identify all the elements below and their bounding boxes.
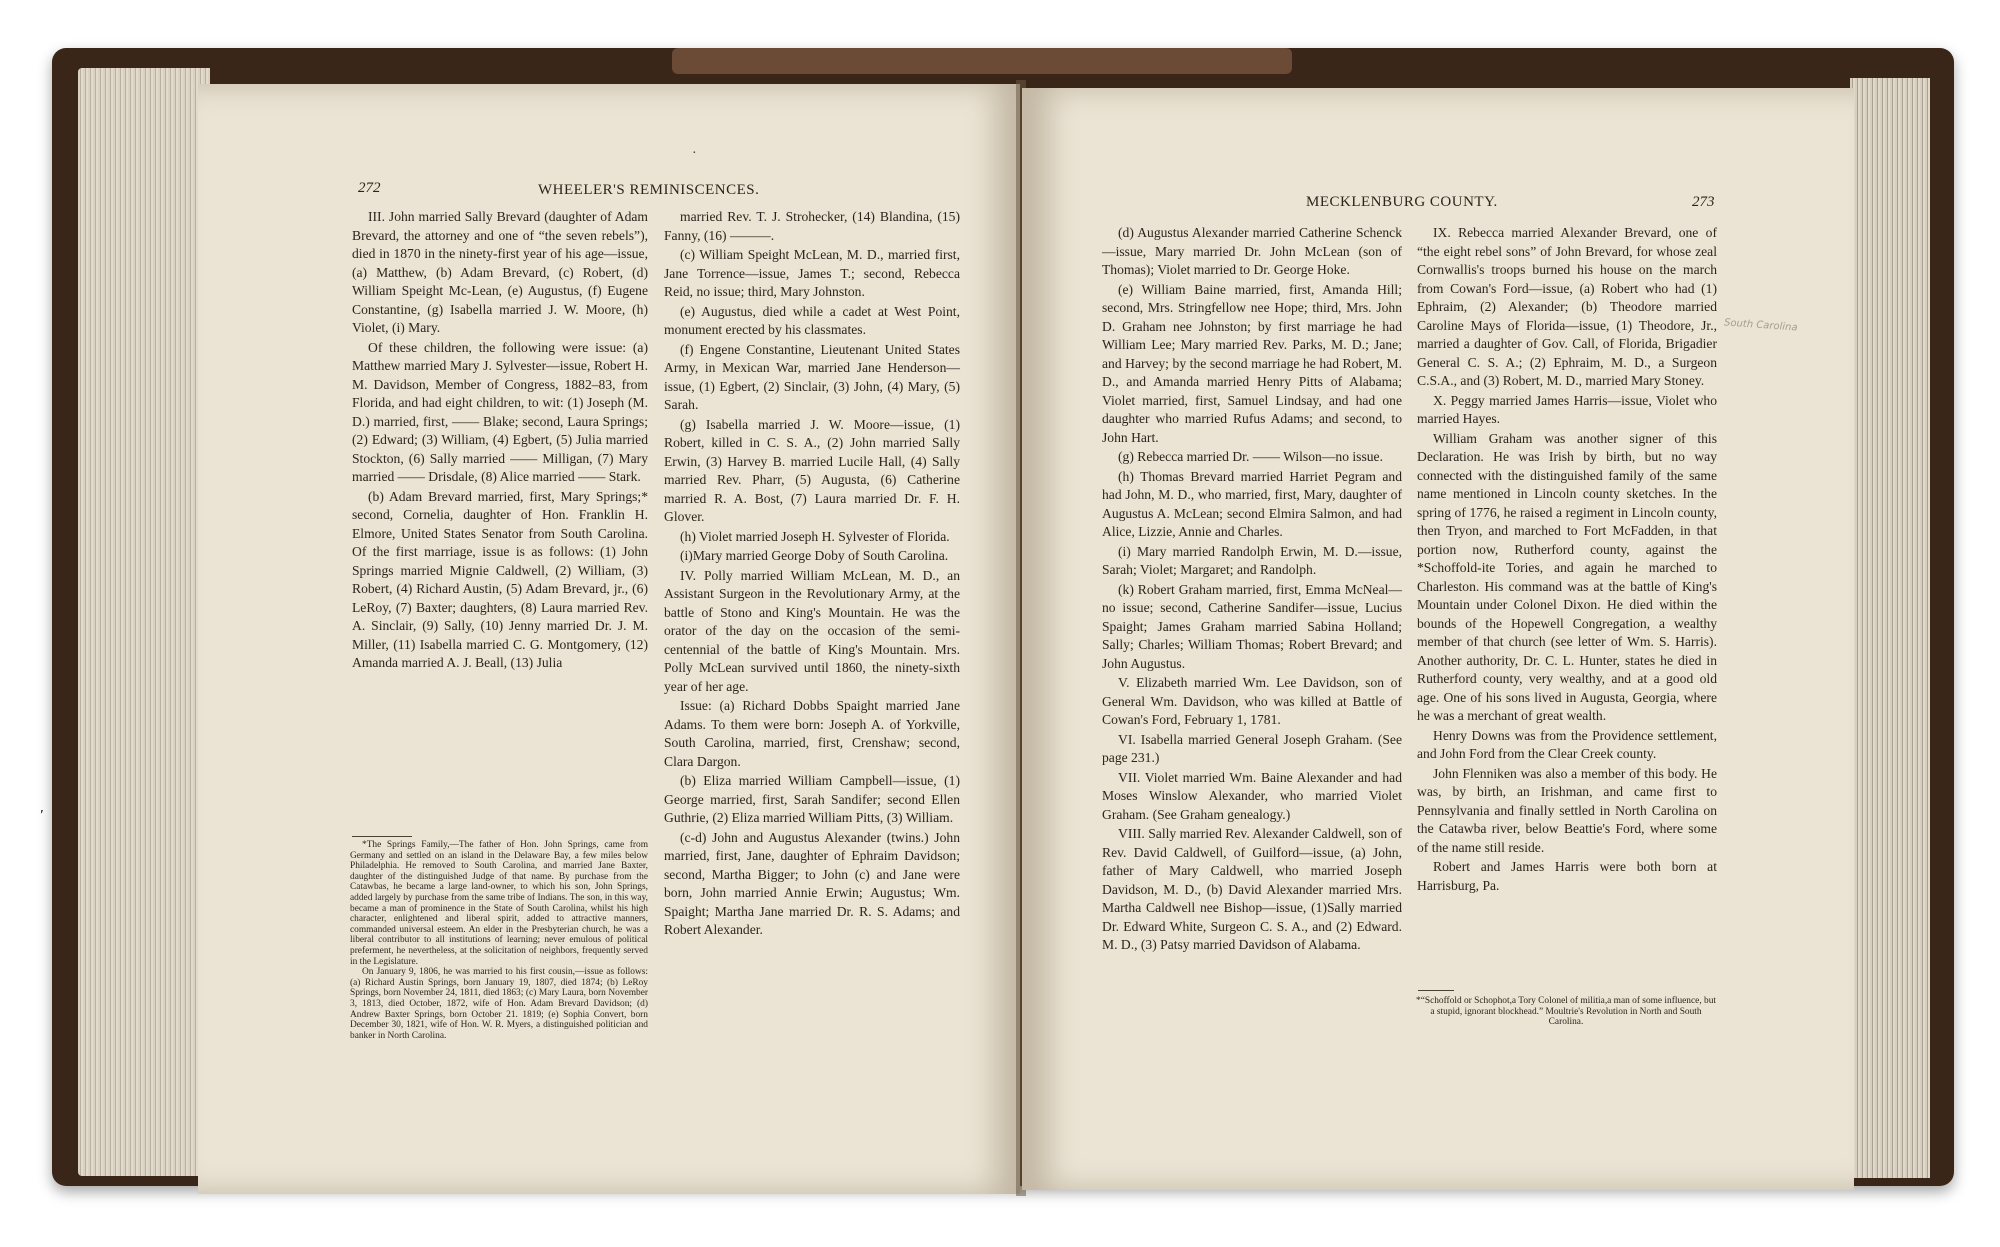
right-footnote: *“Schoffold or Schophot,a Tory Colonel of militia,a man of some influence, but a stupid, ignorant blockhead.” Moultrie's Revolution in North and South Carolina.	[1416, 996, 1716, 1028]
spine-wear	[672, 48, 1292, 74]
footnote-paragraph: *The Springs Family,—The father of Hon. John Springs, came from Germany and settled on an island in the Delaware Bay, a few miles below Philadelphia. He removed to South Carolina, and married Jane Baxter, daughter of the distinguished Judge of that name. By purchase from the Catawbas, he became a large land-owner, to which his son, John Springs, added largely by purchase from the same tribe of Indians. The son, in this way, became a man of prominence in the State of South Carolina, whilst his high character, enlightened and liberal spirit, added to attractive manners, commanded universal esteem. An elder in the Presbyterian church, he was a liberal contributor to all institutions of learning; never emulous of political preferment, he nevertheless, at the solicitation of neighbors, frequently served in the Legislature.	[350, 840, 648, 967]
paragraph: (h) Thomas Brevard married Harriet Pegram and had John, M. D., who married, first, Mary, daughter of Augustus A. McLean; second Elmira Salmon, and had Alice, Lizzie, Annie and Charles.	[1102, 468, 1402, 539]
left-page	[198, 84, 1020, 1194]
running-head-left: WHEELER'S REMINISCENCES.	[538, 182, 760, 198]
paragraph: (i) Mary married Randolph Erwin, M. D.—issue, Sarah; Violet; Margaret; and Randolph.	[1102, 543, 1402, 577]
paragraph: (h) Violet married Joseph H. Sylvester of Florida.	[680, 528, 950, 544]
paragraph: (k) Robert Graham married, first, Emma McNeal—no issue; second, Catherine Sandifer—issue, Lucius Spaight; James Graham married Sabina Holland; Sally; Charles; William Thomas; Robert Brevard; and John Augustus.	[1102, 581, 1402, 671]
left-column-1	[352, 208, 648, 674]
paragraph: (g) Isabella married J. W. Moore—issue, (1) Robert, killed in C. S. A., (2) John married Sally Erwin, (3) Harvey B. married Lucile Hall, (4) Sally married Rev. Pharr, (5) Augusta, (6) Catherine married R. A. Bost, (7) Laura married Dr. F. H. Glover.	[664, 416, 960, 524]
footnote-rule	[1418, 990, 1454, 991]
paragraph: (c-d) John and Augustus Alexander (twins.) John married, first, Jane, daughter of Ephraim Davidson; second, Martha Bigger; to John (c) and Jane were born, John married Annie Erwin; Augustus; Wm. Spaight; Martha Jane married Dr. R. S. Adams; and Robert Alexander.	[664, 829, 960, 937]
paragraph: married Rev. T. J. Strohecker, (14) Blandina, (15) Fanny, (16) ———.	[664, 209, 960, 243]
paragraph: Of these children, the following were issue: (a) Matthew married Mary J. Sylvester—issue, Robert H. M. Davidson, Member of Congress, 1882–83, from Florida, and had eight children, to wit: (1) Joseph (M. D.) married, first, —— Blake; second, Laura Springs; (2) Edward; (3) William, (4) Egbert, (5) Julia married Stockton, (6) Sally married —— Milligan, (7) Mary married —— Drisdale, (8) Alice married —— Stark.	[352, 339, 648, 484]
right-column-2	[1417, 224, 1717, 896]
page-edges-left	[78, 68, 210, 1176]
paragraph: VIII. Sally married Rev. Alexander Caldwell, son of Rev. David Caldwell, of Guilford—issue, (a) John, father of Mary Caldwell, who married Joseph Davidson, M. D., (b) David Alexander married Mrs. Martha Caldwell nee Bishop—issue, (1)Sally married Dr. Edward White, Surgeon C. S. A., and (2) Edward. M. D., (3) Patsy married Davidson of Alabama.	[1102, 826, 1402, 952]
paragraph: III. John married Sally Brevard (daughter of Adam Brevard, the attorney and one of “the seven rebels”), died in 1870 in the ninety-first year of his age—issue, (a) Matthew, (b) Adam Brevard, (c) Robert, (d) William Speight Mc-Lean, (e) Augustus, (f) Eugene Constantine, (g) Isabella married J. W. Moore, (h) Violet, (i) Mary.	[352, 209, 648, 335]
paragraph: Issue: (a) Richard Dobbs Spaight married Jane Adams. To them were born: Joseph A. of Yorkville, South Carolina, married, first, Crenshaw; second, Clara Dargon.	[664, 698, 960, 769]
page-edges-right	[1850, 78, 1930, 1178]
paragraph: IX. Rebecca married Alexander Brevard, one of “the eight rebel sons” of John Brevard, for whose zeal Cornwallis's troops burned his house on the march from Cowan's Ford—issue, (a) Robert who had (1) Ephraim, (2) Alexander; (b) Theodore married Caroline Mays of Florida—issue, (1) Theodore, Jr., married a daughter of Gov. Call, of Florida, Brigadier General C. S. A.; (2) Ephraim, M. D., a Surgeon C.S.A., and (3) Robert, M. D., married Mary Stoney.	[1417, 225, 1717, 388]
right-column-1	[1102, 224, 1402, 956]
paragraph: (b) Adam Brevard married, first, Mary Springs;* second, Cornelia, daughter of Hon. Franklin H. Elmore, United States Senator from South Carolina. Of the first marriage, issue is as follows: (1) John Springs married Mignie Caldwell, (2) William, (3) Robert, (4) Richard Austin, (5) Adam Brevard, jr., (6) LeRoy, (7) Baxter; daughters, (8) Laura married Rev. A. Sinclair, (9) Sally, (10) Jenny married Dr. J. M. Miller, (11) Isabella married C. G. Montgomery, (12) Amanda married A. J. Beall, (13) Julia	[352, 488, 648, 670]
paragraph: (b) Eliza married William Campbell—issue, (1) George married, first, Sarah Sandifer; second Ellen Guthrie, (2) Eliza married William Pitts, (3) William.	[664, 773, 960, 825]
paragraph: (e) Augustus, died while a cadet at West Point, monument erected by his classmates.	[664, 303, 960, 337]
paragraph: (d) Augustus Alexander married Catherine Schenck—issue, Mary married Dr. John McLean (son of Thomas); Violet married to Dr. George Hoke.	[1102, 225, 1402, 277]
paragraph: Henry Downs was from the Providence settlement, and John Ford from the Clear Creek county.	[1417, 727, 1717, 761]
right-page	[1022, 88, 1854, 1190]
cursor-mark: ′	[40, 808, 44, 823]
stray-mark: ·	[692, 146, 697, 161]
left-column-2	[664, 208, 960, 941]
paragraph: (e) William Baine married, first, Amanda Hill; second, Mrs. Stringfellow nee Hope; third, Mrs. John D. Graham nee Johnston; by first marriage he had William Lee; Mary married Rev. Parks, M. D.; Jane; and Harvey; by the second marriage he had Robert, M. D., and Amanda married Henry Pitts of Alabama; Violet married, first, Samuel Lindsay, and had one daughter who married Rufus Adams; and second, to John Hart.	[1102, 281, 1402, 445]
paragraph: VI. Isabella married General Joseph Graham. (See page 231.)	[1102, 731, 1402, 765]
page-number-left: 272	[358, 180, 381, 196]
paragraph: VII. Violet married Wm. Baine Alexander and had Moses Winslow Alexander, who married Violet Graham. (See Graham genealogy.)	[1102, 769, 1402, 822]
paragraph: (f) Engene Constantine, Lieutenant United States Army, in Mexican War, married Jane Henderson—issue, (1) Egbert, (2) Sinclair, (3) John, (4) Mary, (5) Sarah.	[664, 341, 960, 412]
footnote-paragraph: On January 9, 1806, he was married to his first cousin,—issue as follows: (a) Richard Austin Springs, born January 19, 1807, died 1874; (b) LeRoy Springs, born November 24, 1811, died 1863; (c) Mary Laura, born November 3, 1813, died October, 1872, wife of Hon. Adam Brevard Davidson; (d) Andrew Baxter Springs, born October 21. 1819; (e) Sophia Convert, born December 30, 1821, wife of Hon. W. R. Myers, a distinguished politician and banker in North Carolina.	[350, 967, 648, 1041]
paragraph: (i)Mary married George Doby of South Carolina.	[680, 548, 949, 563]
pencil-margin-note: South Carolina	[1723, 317, 1798, 334]
running-head-right: MECKLENBURG COUNTY.	[1306, 194, 1498, 210]
paragraph: John Flenniken was also a member of this body. He was, by birth, an Irishman, and came first to Pennsylvania and finally settled in North Carolina on the Catawba river, below Beattie's Ford, where some of the name still reside.	[1417, 765, 1717, 855]
paragraph: V. Elizabeth married Wm. Lee Davidson, son of General Wm. Davidson, who was killed at Battle of Cowan's Ford, February 1, 1781.	[1102, 675, 1402, 727]
paragraph: Robert and James Harris were both born at Harrisburg, Pa.	[1417, 859, 1717, 893]
paragraph: (c) William Speight McLean, M. D., married first, Jane Torrence—issue, James T.; second, Rebecca Reid, no issue; third, Mary Johnston.	[664, 247, 960, 299]
left-footnote	[350, 840, 648, 1041]
paragraph: (g) Rebecca married Dr. —— Wilson—no issue.	[1118, 449, 1383, 464]
paragraph: X. Peggy married James Harris—issue, Violet who married Hayes.	[1417, 392, 1717, 426]
paragraph: IV. Polly married William McLean, M. D., an Assistant Surgeon in the Revolutionary Army, at the battle of Stono and King's Mountain. He was the orator of the day on the occasion of the semi-centennial of the battle of King's Mountain. Mrs. Polly McLean survived until 1860, the ninety-sixth year of her age.	[664, 567, 960, 694]
page-number-right: 273	[1692, 194, 1715, 210]
footnote-rule	[352, 836, 412, 837]
paragraph: William Graham was another signer of this Declaration. He was Irish by birth, but no way connected with the distinguished family of the same name mentioned in Lincoln county sketches. In the spring of 1776, he raised a regiment in Lincoln county, then Tryon, and marched to Fort McFadden, in that portion now, Rutherford county, against the *Schoffold-ite Tories, and again he marched to Charleston. His command was at the battle of King's Mountain under Colonel Dixon. He died within the bounds of the Hopewell Congregation, a wealthy member of that church (see letter of Wm. S. Harris). Another authority, Dr. C. L. Hunter, states he died in Rutherford county, very wealthy, and at a good old age. One of his sons lived in Augusta, Georgia, where he was a merchant of great wealth.	[1417, 430, 1717, 723]
